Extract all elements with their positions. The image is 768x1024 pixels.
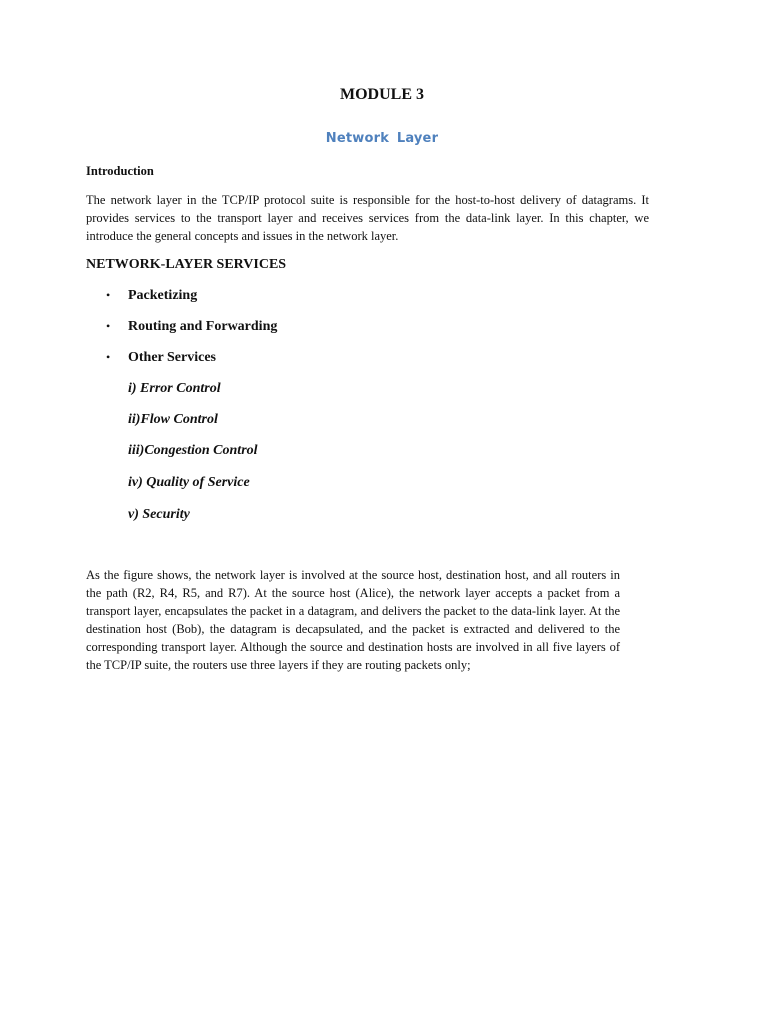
service-label: Other Services — [128, 350, 216, 365]
services-heading: NETWORK-LAYER SERVICES — [86, 257, 287, 272]
bullet-icon: • — [106, 350, 111, 364]
services-list — [86, 288, 277, 381]
sub-item-security: v) Security — [128, 507, 190, 522]
sub-item-flow-control: ii)Flow Control — [128, 412, 218, 427]
service-label: Packetizing — [128, 288, 198, 303]
module-title: MODULE 3 — [340, 86, 424, 103]
sub-item-error-control: i) Error Control — [128, 381, 221, 396]
figure-paragraph: As the figure shows, the network layer is involved at the source host, destination host, and all routers in the path (R2, R4, R5, and R7). At the source host (Alice), the network layer accepts a packet from a transport layer, encapsulates the packet in a datagram, and delivers the packet to the data-link layer. At the destination host (Bob), the datagram is decapsulated, and the packet is extracted and delivered to the corresponding transport layer. Although the source and destination hosts are involved in all five layers of the TCP/IP suite, the routers use three layers if they are routing packets only; — [86, 568, 620, 672]
list-item — [86, 319, 277, 350]
bullet-icon: • — [106, 288, 111, 302]
introduction-paragraph: The network layer in the TCP/IP protocol suite is responsible for the host-to-host delivery of datagrams. It provides services to the transport layer and receives services from the data-link layer. In this chapter, we introduce the general concepts and issues in the network layer. — [86, 193, 649, 243]
sub-item-congestion-control: iii)Congestion Control — [128, 443, 258, 458]
introduction-heading: Introduction — [86, 164, 154, 178]
list-item — [86, 350, 277, 381]
chapter-title: Network Layer — [325, 131, 439, 146]
bullet-icon: • — [106, 319, 111, 333]
list-item — [86, 288, 277, 319]
sub-item-quality-of-service: iv) Quality of Service — [128, 475, 250, 490]
service-label: Routing and Forwarding — [128, 319, 278, 334]
